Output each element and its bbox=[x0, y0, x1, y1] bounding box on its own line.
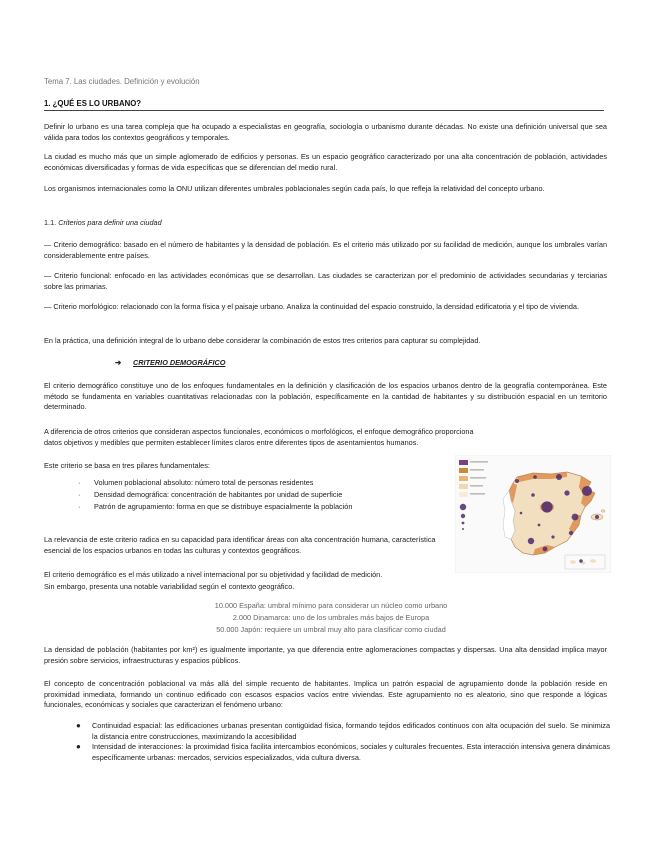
legend-city-symbol bbox=[460, 504, 466, 510]
pillar-text: Densidad demográfica: concentración de habitantes por unidad de superficie bbox=[94, 490, 343, 499]
legend-text-line bbox=[470, 477, 486, 479]
criterio-label: CRITERIO DEMOGRÁFICO bbox=[133, 358, 226, 367]
criterion-demographic: — Criterio demográfico: basado en el número de habitantes y la densidad de población. Es el criterio más utilizado por su facilidad de medición, aunque los umbrales varían considerablemente entre países. bbox=[44, 240, 607, 260]
city-granada bbox=[551, 535, 554, 538]
section-heading: 1. ¿QUÉ ES LO URBANO? bbox=[44, 99, 142, 108]
page-header: Tema 7. Las ciudades. Definición y evolución bbox=[44, 77, 200, 86]
legend-swatch bbox=[459, 492, 468, 497]
city-bilbao bbox=[556, 474, 562, 480]
legend-text-line bbox=[470, 469, 484, 471]
intro-paragraph-1: Definir lo urbano es una tarea compleja que ha ocupado a especialistas en geografía, sociología o urbanismo durante décadas. No existe una definición universal que sea válida para todos los contextos geográficos y temporales. bbox=[44, 122, 607, 142]
city-malaga bbox=[543, 547, 548, 552]
heading-rule bbox=[44, 110, 604, 111]
canary-island bbox=[570, 560, 576, 564]
relevance-paragraph: La relevancia de este criterio radica en su capacidad para identificar áreas con alta concentración humana, característica esencial de los espacios urbanos en todas las culturas y contextos geográficos. bbox=[44, 535, 436, 555]
threshold-spain: 10.000 España: umbral mínimo para considerar un núcleo como urbano bbox=[214, 601, 448, 610]
feature-text: Intensidad de interacciones: la proximidad física facilita intercambios económicos, sociales y culturales frecuentes. Esta interacción intensiva genera dinámicas específicamente urbanas: mercados, servicios especializados, vida cultura diversa. bbox=[92, 742, 610, 762]
city-murcia bbox=[569, 531, 573, 535]
legend-swatch bbox=[459, 476, 468, 481]
city-oviedo bbox=[533, 475, 537, 479]
legend-city-symbol bbox=[462, 528, 464, 530]
pillar-item bbox=[78, 502, 352, 513]
pillar-text: Patrón de agrupamiento: forma en que se distribuye espacialmente la población bbox=[94, 502, 353, 511]
concentration-paragraph: El concepto de concentración poblacional va más allá del simple recuento de habitantes. Implica un patrón espacial de agrupamiento donde la población reside en proximidad inmediata, formando un continuo edificado con escasos espacios vacíos entre viviendas. Este agrupamiento no es aleatorio, sino que responde a lógicas funcionales, económicas y sociales que caracterizan el fenómeno urbano: bbox=[44, 679, 607, 710]
criteria-summary: En la práctica, una definición integral de lo urbano debe considerar la combinación de estos tres criterios para capturar su complejidad. bbox=[44, 336, 481, 345]
intl-line-1: El criterio demográfico es el más utilizado a nivel internacional por su objetividad y facilidad de medición. bbox=[44, 570, 383, 579]
legend-swatch bbox=[459, 460, 468, 465]
threshold-japan: 50.000 Japón: requiere un umbral muy alto para clasificar como ciudad bbox=[216, 625, 446, 634]
pillar-item bbox=[78, 478, 313, 489]
pillar-item bbox=[78, 490, 342, 501]
legend-city-symbol bbox=[462, 522, 465, 525]
legend-text-line bbox=[470, 493, 485, 495]
city-madrid bbox=[541, 501, 552, 512]
features-list bbox=[72, 721, 610, 763]
menorca-island bbox=[601, 510, 605, 512]
city-coruna bbox=[515, 479, 519, 483]
criterion-morphological: — Criterio morfológico: relacionado con la forma física y el paisaje urbano. Analiza la continuidad del espacio construido, la densidad edificatoria y el tipo de vivienda. bbox=[44, 302, 580, 311]
feature-text: Continuidad espacial: las edificaciones urbanas presentan contigüidad física, formando tejidos edificados continuos con alta ocupación del suelo. Se minimiza la distancia entre construcciones, maximizando la accesibilidad bbox=[92, 721, 610, 741]
city-zaragoza bbox=[564, 490, 569, 495]
city-sevilla bbox=[528, 538, 534, 544]
criterio-demografico-heading bbox=[115, 358, 225, 367]
canary-island bbox=[590, 559, 596, 563]
subsection-title bbox=[44, 218, 604, 229]
city-palma bbox=[595, 515, 599, 519]
arrow-right-icon: ➔ bbox=[115, 358, 122, 367]
city-badajoz bbox=[520, 512, 523, 515]
criterion-functional: — Criterio funcional: enfocado en las actividades económicas que se desarrollan. Las ciudades se caracterizan por el predominio de actividades secundarias y terciarias sobre las primarias. bbox=[44, 271, 607, 291]
density-paragraph: La densidad de población (habitantes por km²) es igualmente importante, ya que diferencia entre aglomeraciones compactas y dispersas. Una alta densidad implica mayor presión sobre servicios, infraestructuras y espacios públicos. bbox=[44, 645, 607, 665]
bullet-marker: · bbox=[78, 502, 81, 511]
criterio-paragraph-2-line-2: datos objetivos y medibles que permiten establecer límites claros entre diferentes tipos de asentamientos humanos. bbox=[44, 438, 419, 447]
spain-population-map bbox=[455, 455, 611, 573]
bullet-marker: · bbox=[78, 490, 81, 499]
city-valladolid bbox=[531, 493, 535, 497]
subsection-number: 1.1. bbox=[44, 218, 59, 227]
threshold-denmark: 2.000 Dinamarca: uno de los umbrales más bajos de Europa bbox=[232, 613, 430, 622]
list-item bbox=[72, 721, 610, 742]
legend-swatch bbox=[459, 468, 468, 473]
legend-text-line bbox=[470, 461, 488, 463]
bullet-marker: · bbox=[78, 478, 81, 487]
pillars-intro: Este criterio se basa en tres pilares fundamentales: bbox=[44, 461, 210, 470]
pillar-text: Volumen poblacional absoluto: número total de personas residentes bbox=[94, 478, 314, 487]
bullet-dot-icon: ● bbox=[76, 742, 81, 752]
legend-city-symbol bbox=[461, 514, 465, 518]
subsection-title-text: Criterios para definir una ciudad bbox=[58, 218, 162, 227]
city-canarias bbox=[579, 559, 583, 563]
criterio-paragraph-1: El criterio demográfico constituye uno de los enfoques fundamentales en la definición y clasificación de los espacios urbanos dentro de la geografía contemporánea. Este método se fundamenta en variables cuantitativas relacionadas con la población, específicamente en la cantidad de habitantes y su distribución espacial en un territorio determinado. bbox=[44, 381, 607, 412]
legend-swatch bbox=[459, 484, 468, 489]
intl-line-2: Sin embargo, presenta una notable variabilidad según el contexto geográfico. bbox=[44, 582, 295, 591]
city-valencia bbox=[572, 514, 579, 521]
city-cordoba bbox=[538, 524, 541, 527]
city-barcelona bbox=[582, 486, 592, 496]
intro-paragraph-3: Los organismos internacionales como la ONU utilizan diferentes umbrales poblacionales según cada país, lo que refleja la relatividad del concepto urbano. bbox=[44, 184, 545, 193]
list-item bbox=[72, 742, 610, 763]
intro-paragraph-2: La ciudad es mucho más que un simple aglomerado de edificios y personas. Es un espacio geográfico caracterizado por una alta concentración de población, actividades económicas diversificadas y formas de vida específicas que se diferencian del medio rural. bbox=[44, 152, 607, 172]
legend-text-line bbox=[470, 485, 483, 487]
criterio-paragraph-2-line-1: A diferencia de otros criterios que consideran aspectos funcionales, económicos o morfológicos, el enfoque demográfico proporciona bbox=[44, 427, 474, 436]
bullet-dot-icon: ● bbox=[76, 721, 81, 730]
